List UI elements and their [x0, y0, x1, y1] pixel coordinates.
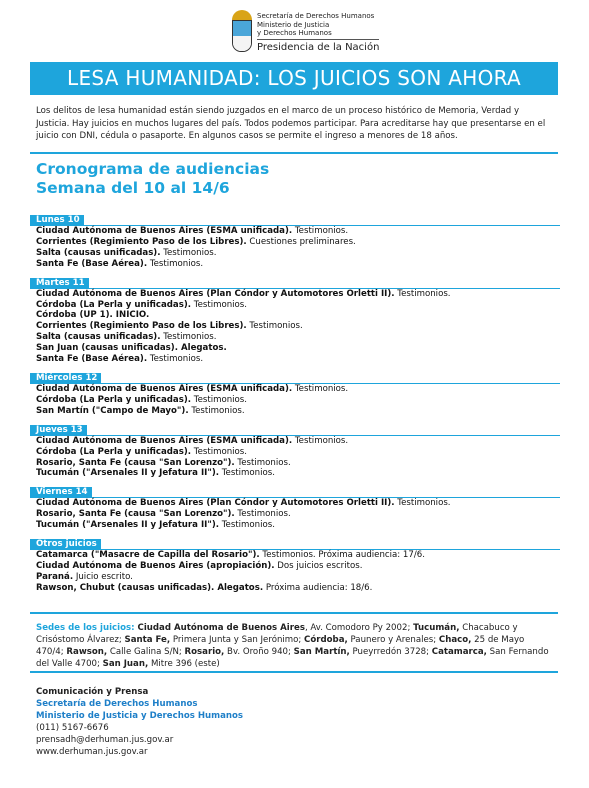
sede-address: Pueyrredón 3728; [349, 647, 432, 658]
contact-title: Comunicación y Prensa [36, 687, 149, 697]
sede-address: Mitre 396 (este) [148, 659, 220, 670]
hearing-status: Testimonios. [160, 247, 217, 258]
contact-email[interactable]: prensadh@derhuman.jus.gov.ar [36, 735, 174, 745]
hearing-entry [30, 509, 560, 520]
hearing-venue: Córdoba (La Perla y unificadas). [36, 299, 192, 310]
divider-top [30, 152, 558, 154]
hearing-status: Testimonios. [234, 509, 291, 520]
day-label: Martes 11 [30, 278, 89, 289]
day-section [30, 487, 560, 531]
hearing-status: Testimonios. [160, 332, 217, 343]
sede-city: Santa Fe, [124, 635, 171, 646]
hearing-status: Testimonios. [292, 435, 349, 446]
hearing-entry [30, 332, 560, 343]
hearing-venue: Tucumán ("Arsenales II y Jefatura II"). [36, 468, 220, 479]
day-section [30, 539, 560, 594]
sede-address: Bv. Oroño 940; [224, 647, 294, 658]
sede-address: Paunero y Arenales; [347, 635, 439, 646]
header-logo [232, 8, 380, 58]
day-header [30, 215, 560, 226]
sedes-paragraph [36, 622, 554, 670]
hearing-venue: Ciudad Autónoma de Buenos Aires (ESMA unificada). [36, 435, 293, 446]
hearing-status: Testimonios. [191, 446, 248, 457]
hearing-status: Testimonios. [147, 258, 204, 269]
hearing-venue: Corrientes (Regimiento Paso de los Libres). [36, 321, 247, 332]
hearing-venue: Catamarca ("Masacre de Capilla del Rosario"). [36, 550, 260, 561]
hearing-entry [30, 248, 560, 259]
sede-city: Chaco, [438, 635, 472, 646]
hearing-status: Testimonios. [394, 498, 451, 509]
sede-address: , Av. Comodoro Py 2002; [304, 623, 414, 633]
hearing-status: Testimonios. Próxima audiencia: 17/6. [259, 550, 425, 561]
hearing-venue: San Juan (causas unificadas). Alegatos. [36, 343, 227, 354]
hearing-status: Testimonios. [188, 405, 245, 416]
hearing-venue: Salta (causas unificadas). [36, 247, 161, 258]
hearing-venue: Tucumán ("Arsenales II y Jefatura II"). [36, 520, 220, 531]
contact-org-secretaria: Secretaría de Derechos Humanos [36, 699, 198, 709]
logo-presidencia: Presidencia de la Nación [257, 39, 379, 54]
national-seal-icon [232, 10, 252, 54]
contact-website[interactable]: www.derhuman.jus.gov.ar [36, 747, 148, 757]
hearing-entry [30, 520, 560, 531]
hearing-venue: Ciudad Autónoma de Buenos Aires (ESMA unificada). [36, 383, 293, 394]
divider-contact [30, 671, 558, 673]
logo-line-ministerio: Ministerio de Justicia [257, 20, 330, 29]
day-header [30, 373, 560, 384]
logo-line-secretaria: Secretaría de Derechos Humanos [257, 12, 375, 20]
hearing-status: Testimonios. [292, 226, 349, 236]
hearing-entry [30, 354, 560, 365]
sede-address: San Fernando del Valle 4700; [36, 647, 549, 670]
logo-text [257, 12, 379, 54]
hearing-entry [30, 384, 560, 395]
sede-city: Catamarca, [431, 647, 487, 658]
sedes-lead: Sedes de los juicios: [36, 623, 135, 633]
day-label: Jueves 13 [30, 425, 87, 436]
intro-paragraph: Los delitos de lesa humanidad están siendo juzgados en el marco de un proceso histórico de Memoria, Verdad y Justicia. Hay juicios en muchos lugares del país. Todos podemos participar. Para acreditarse hay que presentarse en el juicio con DNI, cédula o pasaporte. En algunos casos se permite el ingreso a menores de 18 años. [36, 106, 546, 142]
hearing-entry [30, 289, 560, 300]
day-label: Lunes 10 [30, 215, 84, 226]
sede-city: San Martín, [293, 647, 350, 658]
hearing-entry [30, 498, 560, 509]
hearing-venue: Córdoba (UP 1). INICIO. [36, 310, 150, 321]
hearing-venue: Ciudad Autónoma de Buenos Aires (Plan Cóndor y Automotores Orletti II). [36, 498, 395, 509]
hearing-entry [30, 406, 560, 417]
hearing-entry [30, 395, 560, 406]
hearing-venue: Santa Fe (Base Aérea). [36, 354, 148, 365]
hearing-venue: Rosario, Santa Fe (causa "San Lorenzo"). [36, 509, 235, 520]
hearing-entry [30, 447, 560, 458]
hearing-entry [30, 468, 560, 479]
sede-city: Rawson, [66, 647, 108, 658]
hearing-entry [30, 343, 560, 354]
sede-address: 25 de Mayo 470/4; [36, 635, 525, 658]
hearing-entry [30, 458, 560, 469]
sede-address: Primera Junta y San Jerónimo; [170, 635, 305, 646]
hearing-status: Próxima audiencia: 18/6. [263, 582, 373, 593]
hearing-status: Dos juicios escritos. [274, 560, 363, 571]
hearing-venue: Rawson, Chubut (causas unificadas). Alegatos. [36, 582, 264, 593]
day-header [30, 487, 560, 498]
sede-address: Calle Galina S/N; [107, 647, 185, 658]
hearing-entry [30, 561, 560, 572]
cronograma-heading [36, 160, 269, 198]
day-header [30, 425, 560, 436]
hearing-status: Testimonios. [147, 354, 204, 365]
sede-city: Córdoba, [304, 635, 348, 646]
day-section [30, 215, 560, 270]
hearing-entry [30, 436, 560, 447]
contact-org-ministerio: Ministerio de Justicia y Derechos Humanos [36, 711, 244, 721]
hearing-venue: Ciudad Autónoma de Buenos Aires (apropiación). [36, 560, 275, 571]
sede-city: San Juan, [102, 659, 149, 670]
sede-city: Ciudad Autónoma de Buenos Aires [134, 623, 305, 633]
hearing-entry [30, 259, 560, 270]
hearing-venue: Córdoba (La Perla y unificadas). [36, 394, 192, 405]
hearing-venue: Paraná. [36, 571, 74, 582]
hearing-status: Testimonios. [246, 321, 303, 332]
day-section [30, 278, 560, 365]
hearing-entry [30, 237, 560, 248]
sede-city: Rosario, [184, 647, 225, 658]
hearing-entry [30, 583, 560, 594]
divider-sedes [30, 612, 558, 614]
hearing-entry [30, 310, 560, 321]
title-banner: LESA HUMANIDAD: LOS JUICIOS SON AHORA [30, 62, 558, 95]
hearing-venue: Córdoba (La Perla y unificadas). [36, 446, 192, 457]
schedule [30, 215, 560, 602]
hearing-entry [30, 300, 560, 311]
contact-phone: (011) 5167-6676 [36, 723, 109, 733]
hearing-status: Juicio escrito. [73, 571, 133, 582]
hearing-venue: Rosario, Santa Fe (causa "San Lorenzo"). [36, 457, 235, 468]
day-label: Miércoles 12 [30, 373, 101, 384]
hearing-status: Testimonios. [191, 394, 248, 405]
hearing-entry [30, 226, 560, 237]
hearing-venue: Corrientes (Regimiento Paso de los Libres). [36, 236, 247, 247]
cronograma-week: Semana del 10 al 14/6 [36, 179, 230, 197]
logo-line-ddhh: y Derechos Humanos [257, 29, 332, 37]
hearing-status: Testimonios. [191, 299, 248, 310]
hearing-status: Testimonios. [219, 468, 275, 479]
hearing-venue: Ciudad Autónoma de Buenos Aires (Plan Cóndor y Automotores Orletti II). [36, 288, 395, 299]
hearing-entry [30, 572, 560, 583]
hearing-venue: San Martín ("Campo de Mayo"). [36, 405, 189, 416]
hearing-status: Testimonios. [292, 383, 349, 394]
hearing-venue: Ciudad Autónoma de Buenos Aires (ESMA unificada). [36, 226, 293, 236]
day-section [30, 373, 560, 417]
day-section [30, 425, 560, 480]
cronograma-title: Cronograma de audiencias [36, 160, 270, 178]
day-label: Viernes 14 [30, 487, 92, 498]
day-header [30, 278, 560, 289]
hearing-entry [30, 321, 560, 332]
day-header [30, 539, 560, 550]
sede-city: Tucumán, [413, 623, 460, 633]
hearing-entry [30, 550, 560, 561]
hearing-status: Testimonios. [219, 520, 275, 531]
sede-address: Chacabuco y Crisóstomo Álvarez; [36, 623, 518, 646]
hearing-venue: Salta (causas unificadas). [36, 332, 161, 343]
hearing-venue: Santa Fe (Base Aérea). [36, 258, 148, 269]
hearing-status: Cuestiones preliminares. [246, 236, 356, 247]
hearing-status: Testimonios. [234, 457, 291, 468]
hearing-status: Testimonios. [394, 288, 451, 299]
contact-block [36, 686, 243, 758]
day-label: Otros juicios [30, 539, 101, 550]
